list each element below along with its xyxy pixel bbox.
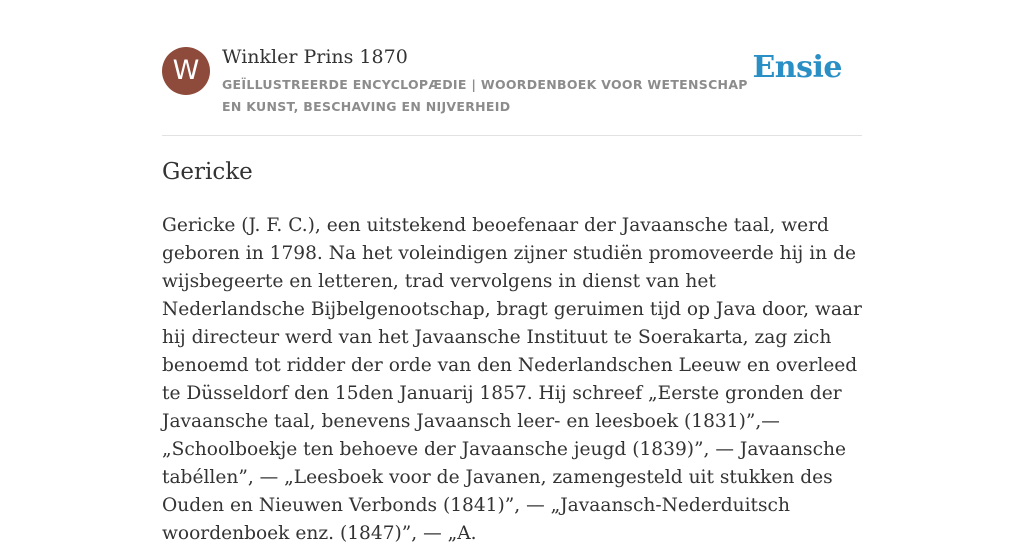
entry-body: Gericke (J. F. C.), een uitstekend beoefenaar der Javaansche taal, werd geboren in 1798. Na het voleindigen zijner studiën promoveerde hij in de wijsbegeerte en letteren, trad vervolgens in dienst van het Nederlandsche Bijbelgenootschap, bragt geruimen tijd op Java door, waar hij directeur werd van het Javaansche Instituut te Soerakarta, zag zich benoemd tot ridder der orde van den Nederlandschen Leeuw en overleed te Düsseldorf den 15den Januarij 1857. Hij schreef „Eerste gronden der Javaansche taal, benevens Javaansch leer- en leesboek (1831)”,— „Schoolboekje ten behoeve der Javaansche jeugd (1839)”, — Javaansche tabéllen”, — „Leesboek voor de Javanen, zamengesteld uit stukken des Ouden en Nieuwen Verbonds (1841)”, — „Javaansch-Nederduitsch woordenboek enz. (1847)”, — „A. [162, 215, 862, 544]
entry-title: Gericke [162, 159, 253, 185]
source-title[interactable]: Winkler Prins 1870 [222, 46, 408, 68]
source-avatar[interactable]: W [162, 47, 210, 95]
source-subtitle: GEÏLLUSTREERDE ENCYCLOPÆDIE | WOORDENBOEK VOOR WETENSCHAP EN KUNST, BESCHAVING EN NIJVERHEID [222, 77, 748, 114]
brand-logo[interactable]: Ensie [752, 50, 842, 85]
header-divider [162, 135, 862, 136]
